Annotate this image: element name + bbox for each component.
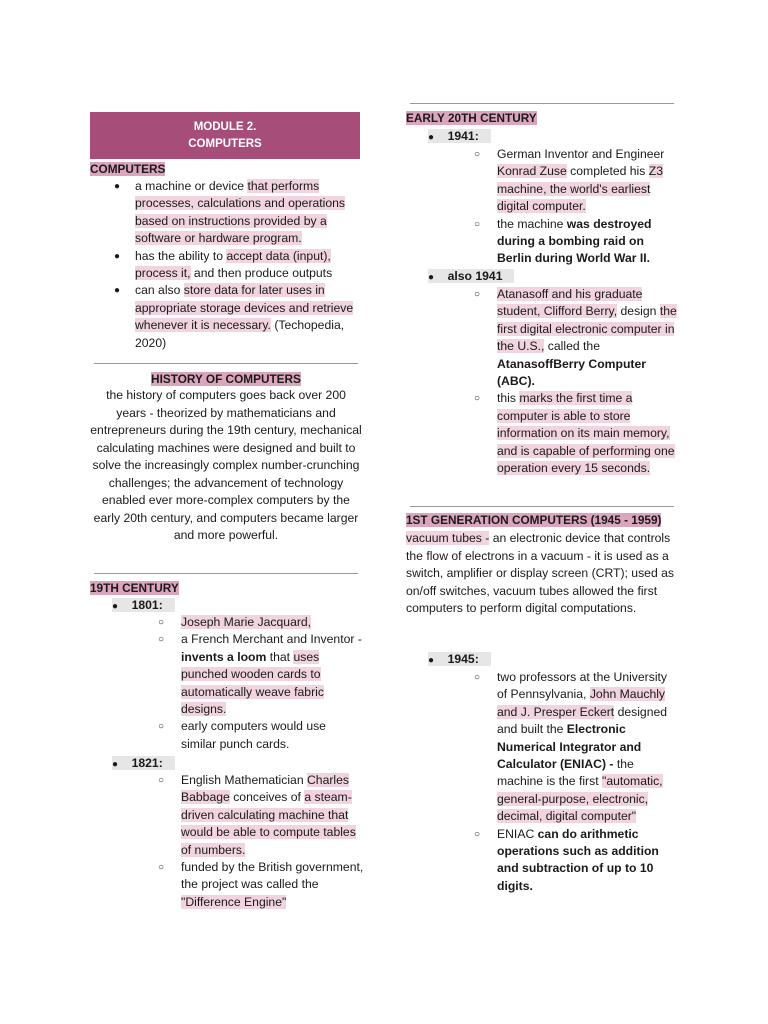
list-item: ○ two professors at the University of Pennsylvania, John Mauchly and J. Presper Eckert designed and built the Electronic Numerical Integrator and Calculator (ENIAC) - the machine is the first "automatic, general-purpose, electronic, decimal, digital computer" [474,670,668,824]
sub-bullet-icon: ○ [158,634,165,646]
year-1941: ● 1941: [428,128,491,146]
module-name: COMPUTERS [188,137,262,150]
list-item: ○ early computers would use similar punch cards. [158,719,326,751]
year-1801: ● 1801: [112,597,175,615]
early-20th-century-heading: EARLY 20TH CENTURY [406,111,537,125]
list-item: ● has the ability to accept data (input), process it, and then produce outputs [114,248,333,281]
history-heading: HISTORY OF COMPUTERS [151,372,301,386]
divider [410,103,674,104]
list-item: ○ German Inventor and Engineer Konrad Zuse completed his Z3 machine, the world's earliest digital computer. [474,147,665,214]
bullet-icon: ● [428,655,435,666]
sub-bullet-icon: ○ [474,672,481,683]
1945-list [474,669,680,895]
bullet-icon: ● [112,601,119,612]
list-item: ○ Joseph Marie Jacquard, [158,614,364,631]
list-item: ○ English Mathematician Charles Babbage conceives of a steam-driven calculating machine that would be able to compute tables of numbers. [158,773,356,857]
1941-list [474,146,680,268]
bullet-icon: ● [428,132,435,143]
computers-heading: COMPUTERS [90,162,166,176]
1801-list [158,614,364,753]
year-1821: ● 1821: [112,755,175,773]
also-1941: ● also 1941 [428,268,514,286]
list-item: ● can also store data for later uses in appropriate storage devices and retrieve whenever it is necessary. (Techopedia, 2020) [114,283,354,350]
sub-bullet-icon: ○ [158,862,165,874]
divider [410,506,674,507]
bullet-icon: ● [114,181,121,192]
sub-bullet-icon: ○ [158,721,165,733]
list-item: ○ ENIAC can do arithmetic operations such as addition and subtraction of up to 10 digits. [474,826,659,893]
list-item: ○ funded by the British government, the project was called the "Difference Engine" [158,860,364,909]
also-1941-list [474,286,680,477]
bullet-icon: ● [114,285,121,297]
divider [94,363,358,364]
sub-bullet-icon: ○ [158,617,165,628]
1821-list [158,772,364,911]
1st-generation-heading: 1ST GENERATION COMPUTERS (1945 - 1959) [406,513,662,527]
year-1945: ● 1945: [428,651,491,669]
list-item: ○ this marks the first time a computer is able to store information on its main memory, and is capable of performing one operation every 15 seconds. [474,391,675,476]
bullet-icon: ● [112,759,119,770]
list-item: ○ a French Merchant and Inventor - invents a loom that uses punched wooden cards to automatically weave fabric designs. [158,632,362,717]
module-title-banner [90,112,360,159]
history-paragraph: the history of computers goes back over 200 years - theorized by mathematicians and entrepreneurs during the 19th century, mechanical calculating machines were designed and built to solve the increasingly complex number-crunching challenges; the advancement of technology enabled ever more-complex computers by the early 20th century, and computers became larger and more powerful. [90,388,362,542]
sub-bullet-icon: ○ [158,775,165,786]
bullet-icon: ● [114,250,121,262]
vacuum-tubes-paragraph: vacuum tubes - an electronic device that controls the flow of electrons in a vacuum - it is used as a switch, amplifier or display screen (CRT); used as on/off switches, vacuum tubes allowed the first computers to perform digital computations. [406,531,674,615]
list-item: ● a machine or device that performs processes, calculations and operations based on instructions provided by a software or hardware program. [114,179,346,246]
list-item: ○ Atanasoff and his graduate student, Clifford Berry, design the first digital electronic computer in the U.S., called the AtanasoffBerry Computer (ABC). [474,287,677,389]
computers-list [114,178,362,352]
19th-century-heading: 19TH CENTURY [90,581,179,595]
sub-bullet-icon: ○ [474,828,481,840]
bullet-icon: ● [428,272,435,283]
divider [94,573,358,574]
sub-bullet-icon: ○ [474,149,481,160]
sub-bullet-icon: ○ [474,289,481,300]
module-number: MODULE 2. [193,120,257,133]
sub-bullet-icon: ○ [474,393,481,405]
sub-bullet-icon: ○ [474,218,481,230]
list-item: ○ the machine was destroyed during a bombing raid on Berlin during World War II. [474,216,652,266]
